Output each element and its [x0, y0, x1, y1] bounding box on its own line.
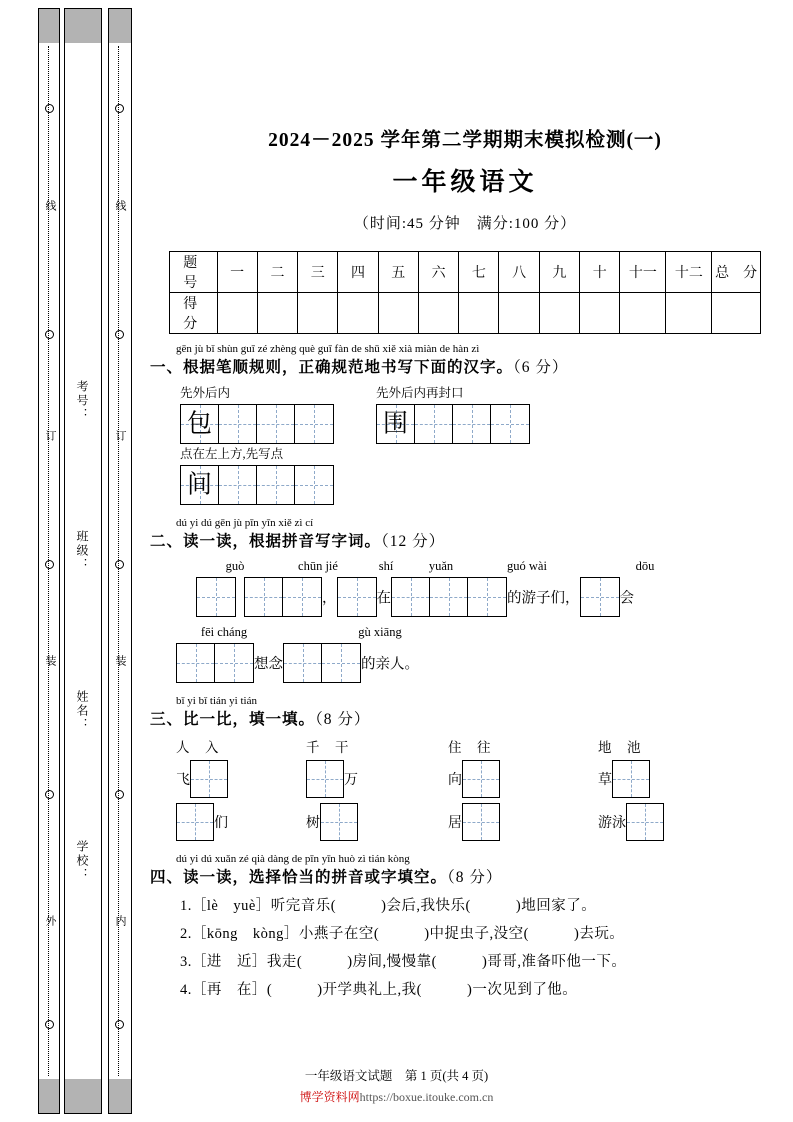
q3-points: （8 分） — [315, 711, 371, 728]
hole-circle — [45, 790, 54, 799]
vertical-label-zhuang-outer: 装 — [44, 655, 56, 668]
gray-block-top-mid — [65, 9, 101, 43]
tianzige-cell[interactable] — [245, 578, 283, 616]
q2-py-2: chūn jié — [298, 559, 338, 573]
score-col-6: 六 — [418, 252, 458, 293]
hole-circle — [115, 790, 124, 799]
hole-circle — [45, 104, 54, 113]
score-cell[interactable] — [539, 293, 579, 334]
tianzige-group[interactable] — [376, 404, 530, 444]
q3-r2-c2 — [306, 803, 448, 841]
hole-circle — [45, 1020, 54, 1029]
vertical-label-zhuang-inner: 装 — [114, 655, 126, 668]
score-cell[interactable] — [257, 293, 297, 334]
hole-circle — [115, 1020, 124, 1029]
q3-label: 居 — [448, 816, 462, 831]
q3-heading-text: 三、比一比，填一填。 — [150, 711, 316, 728]
gray-block-top-left — [39, 9, 59, 43]
q3-label: 万 — [344, 773, 358, 788]
q2-text-1: ， — [322, 590, 337, 607]
q1-boxes-3 — [180, 465, 376, 505]
score-cell[interactable] — [418, 293, 458, 334]
score-cell[interactable] — [338, 293, 378, 334]
tianzige-cell[interactable] — [626, 803, 664, 841]
score-cell[interactable] — [378, 293, 418, 334]
score-col-7: 七 — [459, 252, 499, 293]
tianzige-cell[interactable] — [197, 578, 235, 616]
tianzige-cell[interactable] — [177, 644, 215, 682]
tianzige-group[interactable] — [283, 643, 361, 683]
tianzige-group[interactable] — [176, 643, 254, 683]
main-content — [150, 0, 780, 999]
vertical-label-ding-inner: 订 — [114, 430, 126, 443]
q3-pair-labels — [176, 736, 780, 756]
q2-py-8: gù xiāng — [358, 625, 402, 639]
score-cell[interactable] — [298, 293, 338, 334]
q3-pinyin: bǐ yi bǐ tián yi tián — [176, 695, 257, 707]
q1-heading — [150, 355, 780, 377]
question-3 — [150, 695, 780, 841]
hole-circle — [45, 560, 54, 569]
q1-hint-1: 先外后内 — [180, 386, 231, 400]
tianzige-cell[interactable] — [190, 760, 228, 798]
tianzige-group[interactable] — [180, 404, 334, 444]
hole-circle — [115, 560, 124, 569]
q1-boxes-1 — [180, 404, 368, 444]
q3-r1-c4 — [598, 760, 718, 798]
q2-py-5: guó wài — [507, 559, 547, 573]
question-1 — [150, 343, 780, 505]
q4-item-3: 3.［进 近］我走( )房间,慢慢靠( )哥哥,准备吓他一下。 — [180, 954, 627, 970]
score-col-2: 二 — [257, 252, 297, 293]
q3-label: 向 — [448, 773, 462, 788]
tianzige-cell[interactable] — [462, 760, 500, 798]
vertical-label-inner: 内 — [114, 915, 126, 928]
vertical-label-line-inner: 线 — [114, 200, 126, 213]
q3-row-1 — [176, 760, 780, 798]
score-col-10: 十 — [580, 252, 620, 293]
q1-points: （6 分） — [513, 359, 569, 376]
score-cell[interactable] — [459, 293, 499, 334]
field-school: 学校： — [75, 840, 89, 882]
q3-pair-3: 住 往 — [448, 740, 492, 755]
tianzige-cell[interactable] — [462, 803, 500, 841]
tianzige-cell[interactable] — [612, 760, 650, 798]
q2-text-3: 的游子们， — [507, 590, 580, 607]
q4-heading — [150, 865, 780, 887]
tianzige-cell[interactable] — [295, 405, 333, 443]
q3-pair-1: 人 入 — [176, 740, 220, 755]
q1-item-2 — [372, 383, 584, 444]
q2-heading — [150, 529, 780, 551]
q2-points: （12 分） — [381, 533, 446, 550]
page-title: 2024－2025 学年第二学期期末模拟检测(一) — [268, 130, 662, 151]
q4-heading-text: 四、读一读，选择恰当的拼音或字填空。 — [150, 869, 448, 886]
score-cell[interactable] — [217, 293, 257, 334]
tianzige-cell[interactable] — [468, 578, 506, 616]
tianzige-cell-filled[interactable] — [181, 405, 219, 443]
q2-heading-text: 二、读一读，根据拼音写字词。 — [150, 533, 382, 550]
watermark-brand: 博学资料网 — [299, 1090, 360, 1104]
q1-heading-text: 一、根据笔顺规则，正确规范地书写下面的汉字。 — [150, 359, 514, 376]
question-2 — [150, 517, 780, 683]
tianzige-cell[interactable] — [453, 405, 491, 443]
q2-text-2: 在 — [376, 590, 391, 607]
page-subtitle: 一年级语文 — [392, 169, 538, 196]
score-table-row-label-2: 得 分 — [170, 293, 218, 334]
score-cell[interactable] — [499, 293, 539, 334]
score-col-8: 八 — [499, 252, 539, 293]
q2-py-7: fēi cháng — [200, 625, 248, 639]
q1-items — [176, 383, 780, 505]
q3-r2-c1 — [176, 803, 306, 841]
q2-line-2-pinyin — [176, 623, 780, 641]
q3-label: 们 — [214, 816, 228, 831]
q3-r2-c3 — [448, 803, 598, 841]
q4-item-1: 1.［lè yuè］听完音乐( )会后,我快乐( )地回家了。 — [180, 898, 597, 914]
time-and-score-line: （时间:45 分钟 满分:100 分） — [353, 216, 577, 232]
q1-pinyin: gēn jù bǐ shùn guī zé zhèng què guī fàn de shū xiě xià miàn de hàn zì — [176, 343, 480, 355]
tianzige-cell[interactable] — [295, 466, 333, 504]
vertical-label-ding-outer: 订 — [44, 430, 56, 443]
q1-char-2: 围 — [382, 410, 408, 438]
score-table-header-row — [170, 252, 761, 293]
score-col-1: 一 — [217, 252, 257, 293]
score-cell[interactable] — [580, 293, 620, 334]
q3-r2-c4 — [598, 803, 718, 841]
score-cell[interactable] — [666, 293, 712, 334]
tianzige-group[interactable] — [244, 577, 322, 617]
q4-item-2: 2.［kōng kòng］小燕子在空( )中捉虫子,没空( )去玩。 — [180, 926, 625, 942]
q3-label: 草 — [598, 773, 612, 788]
tianzige-cell[interactable] — [392, 578, 430, 616]
q3-r1-c2 — [306, 760, 448, 798]
watermark-url: https://boxue.itouke.com.cn — [359, 1090, 494, 1104]
q4-item-4: 4.［再 在］( )开学典礼上,我( )一次见到了他。 — [180, 982, 578, 998]
q3-pair-4: 地 池 — [598, 740, 642, 755]
q3-label: 树 — [306, 816, 320, 831]
tianzige-cell[interactable] — [320, 803, 358, 841]
q2-py-6: dōu — [635, 559, 655, 573]
tianzige-group[interactable] — [337, 577, 377, 617]
tianzige-cell[interactable] — [284, 644, 322, 682]
q2-py-4: yuǎn — [428, 559, 454, 573]
tianzige-cell[interactable] — [257, 466, 295, 504]
tianzige-cell-filled[interactable] — [181, 466, 219, 504]
tianzige-cell[interactable] — [215, 644, 253, 682]
score-table-value-row — [170, 293, 761, 334]
q3-heading — [150, 707, 780, 729]
score-col-11: 十一 — [620, 252, 666, 293]
score-col-4: 四 — [338, 252, 378, 293]
tianzige-cell[interactable] — [430, 578, 468, 616]
page-footer: 一年级语文试题 第 1 页(共 4 页) — [304, 1069, 489, 1083]
q3-r1-c3 — [448, 760, 598, 798]
score-col-5: 五 — [378, 252, 418, 293]
hole-circle — [115, 104, 124, 113]
field-name: 姓名： — [75, 690, 89, 732]
tianzige-cell[interactable] — [338, 578, 376, 616]
tianzige-cell[interactable] — [257, 405, 295, 443]
tianzige-cell[interactable] — [176, 803, 214, 841]
score-col-3: 三 — [298, 252, 338, 293]
q3-pair-2: 千 干 — [306, 740, 350, 755]
q1-hint-2: 先外后内再封口 — [376, 386, 464, 400]
q2-line-1-pinyin — [196, 557, 780, 575]
tianzige-cell[interactable] — [283, 578, 321, 616]
q1-hint-3: 点在左上方,先写点 — [180, 447, 284, 461]
score-table — [169, 251, 761, 334]
q1-item-1 — [176, 383, 368, 444]
hole-circle — [115, 330, 124, 339]
tianzige-cell[interactable] — [415, 405, 453, 443]
q2-text-6: 的亲人。 — [361, 656, 419, 673]
score-cell[interactable] — [620, 293, 666, 334]
q2-line-2 — [176, 643, 780, 683]
tianzige-cell-filled[interactable] — [377, 405, 415, 443]
q4-points: （8 分） — [447, 869, 503, 886]
q2-py-1: guò — [225, 559, 245, 573]
question-4 — [150, 853, 780, 999]
watermark — [0, 1088, 793, 1105]
hole-circle — [45, 330, 54, 339]
q3-label: 飞 — [176, 773, 190, 788]
tianzige-group[interactable] — [580, 577, 620, 617]
tianzige-cell[interactable] — [322, 644, 360, 682]
tianzige-cell[interactable] — [491, 405, 529, 443]
tianzige-cell[interactable] — [219, 405, 257, 443]
q3-r1-c1 — [176, 760, 306, 798]
q1-char-1: 包 — [186, 410, 212, 438]
q2-pinyin: dú yi dú gēn jù pīn yīn xiě zì cí — [176, 517, 314, 529]
q1-boxes-2 — [376, 404, 584, 444]
q1-item-3 — [176, 444, 376, 505]
score-table-row-label: 题 号 — [170, 252, 218, 293]
tianzige-cell[interactable] — [306, 760, 344, 798]
q1-char-3: 间 — [186, 471, 212, 499]
q3-label: 游泳 — [598, 816, 626, 831]
score-cell[interactable] — [712, 293, 761, 334]
field-class: 班级： — [75, 530, 89, 572]
q2-text-5: 想念 — [254, 656, 283, 673]
q4-pinyin: dú yi dú xuǎn zé qià dàng de pīn yīn huò zì tián kòng — [176, 853, 410, 865]
q2-text-4: 会 — [619, 590, 634, 607]
tianzige-group[interactable] — [180, 465, 334, 505]
gray-block-top-right — [109, 9, 131, 43]
vertical-label-outer: 外 — [44, 915, 56, 928]
tianzige-group[interactable] — [196, 577, 236, 617]
score-col-12: 十二 — [666, 252, 712, 293]
field-exam-number: 考号： — [75, 380, 89, 422]
score-col-9: 九 — [539, 252, 579, 293]
q2-py-3: shí — [378, 559, 394, 573]
tianzige-cell[interactable] — [581, 578, 619, 616]
tianzige-group[interactable] — [391, 577, 507, 617]
q3-row-2 — [176, 803, 780, 841]
score-col-total: 总 分 — [712, 252, 761, 293]
tianzige-cell[interactable] — [219, 466, 257, 504]
vertical-label-line-outer: 线 — [44, 200, 56, 213]
q2-line-1 — [196, 577, 780, 617]
